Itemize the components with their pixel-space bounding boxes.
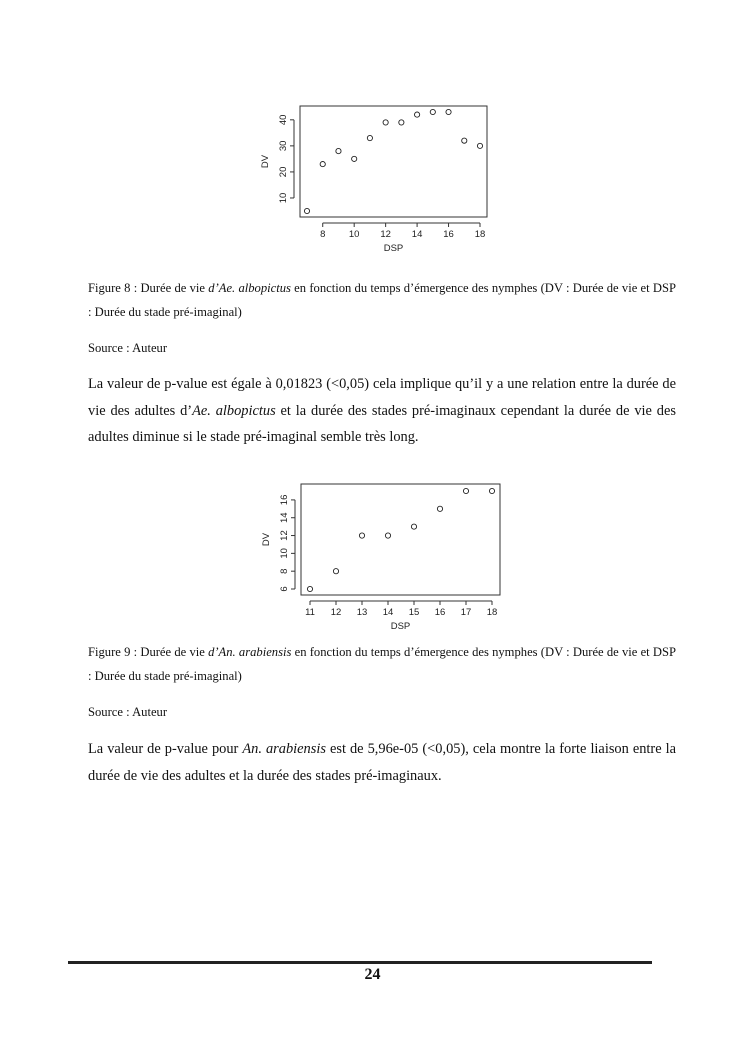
data-point [463,488,468,493]
y-tick-label: 6 [279,586,290,592]
figure-9-source: Source : Auteur [88,705,168,719]
x-axis-label: DSP [383,243,404,252]
data-point [383,120,388,125]
data-point [304,208,309,213]
figure-8-caption-prefix: Figure 8 : Durée de vie [88,281,209,295]
paragraph-2 [88,736,676,789]
x-tick-label: 16 [443,229,454,240]
figure-8-caption-suffix: en fonction du temps d’émergence des nymphes (DV : Durée de vie et DSP : Durée du stade pré-imaginal) [88,281,676,319]
x-tick-label: 14 [382,607,394,618]
figure-9-plot [238,478,508,641]
x-tick-label: 18 [486,607,498,618]
y-tick-label: 30 [278,140,289,152]
figure-9-caption-species: d’An. arabiensis [208,645,292,659]
footer-rule [68,961,652,964]
y-tick-label: 20 [278,166,289,178]
data-point [414,112,419,117]
paragraph-2-species: An. arabiensis [242,741,326,757]
figure-9-caption-suffix: en fonction du temps d’émergence des nymphes (DV : Durée de vie et DSP : Durée du stade pré-imaginal) [88,645,676,683]
data-point [336,148,341,153]
x-tick-label: 12 [380,229,391,240]
data-point [333,569,338,574]
x-tick-label: 13 [356,607,368,618]
figure-8-svg [250,100,500,252]
page-number: 24 [364,966,381,983]
y-tick-label: 16 [279,494,290,506]
x-tick-label: 12 [330,607,342,618]
x-tick-label: 18 [474,229,486,240]
figure-9-caption-prefix: Figure 9 : Durée de vie [88,645,209,659]
x-tick-label: 14 [411,229,423,240]
data-point [477,143,482,148]
paragraph-1 [88,371,676,451]
y-axis-label: DV [261,532,272,547]
paragraph-1-text-b: et la durée des stades pré-imaginaux cependant la durée de vie des adultes diminue si le stade pré-imaginal semble très long. [88,402,676,445]
y-tick-label: 10 [278,192,289,204]
data-point [385,533,390,538]
x-tick-label: 11 [305,607,315,618]
x-tick-label: 15 [408,607,420,618]
x-tick-label: 16 [434,607,446,618]
figure-9-caption [88,640,676,688]
data-point [430,109,435,114]
data-point [489,488,494,493]
data-point [437,506,442,511]
paragraph-2-text-a: La valeur de p-value pour [88,741,243,757]
data-point [307,586,312,591]
plot-frame [301,484,500,595]
data-point [411,524,416,529]
paragraph-1-text-a: La valeur de p-value est égale à 0,01823 (<0,05) cela implique qu’il y a une relation entre la durée de vie des adultes d’ [88,376,676,419]
y-tick-label: 8 [279,568,290,574]
x-tick-label: 8 [320,229,326,240]
x-axis-label: DSP [390,621,411,632]
plot-frame [300,106,487,217]
y-tick-label: 40 [278,114,289,126]
figure-8-caption [88,276,676,324]
data-point [320,162,325,167]
paragraph-1-species: Ae. albopictus [192,402,276,419]
data-point [446,109,451,114]
y-tick-label: 10 [279,548,290,559]
x-tick-label: 10 [348,229,360,240]
data-point [462,138,467,143]
data-point [359,533,364,538]
data-point [367,135,372,140]
data-point [352,156,357,161]
y-axis-label: DV [260,154,271,169]
figure-8-plot [250,100,500,257]
data-point [399,120,404,125]
paragraph-2-text-b: est de 5,96e-05 (<0,05), cela montre la forte liaison entre la durée de vie des adultes et la durée des stades pré-imaginaux. [88,741,677,784]
y-tick-label: 12 [279,530,290,541]
x-tick-label: 17 [460,607,472,618]
figure-8-source: Source : Auteur [88,341,168,355]
y-tick-label: 14 [279,512,290,524]
figure-9-svg [238,478,508,636]
figure-8-caption-species: d’Ae. albopictus [208,281,291,295]
